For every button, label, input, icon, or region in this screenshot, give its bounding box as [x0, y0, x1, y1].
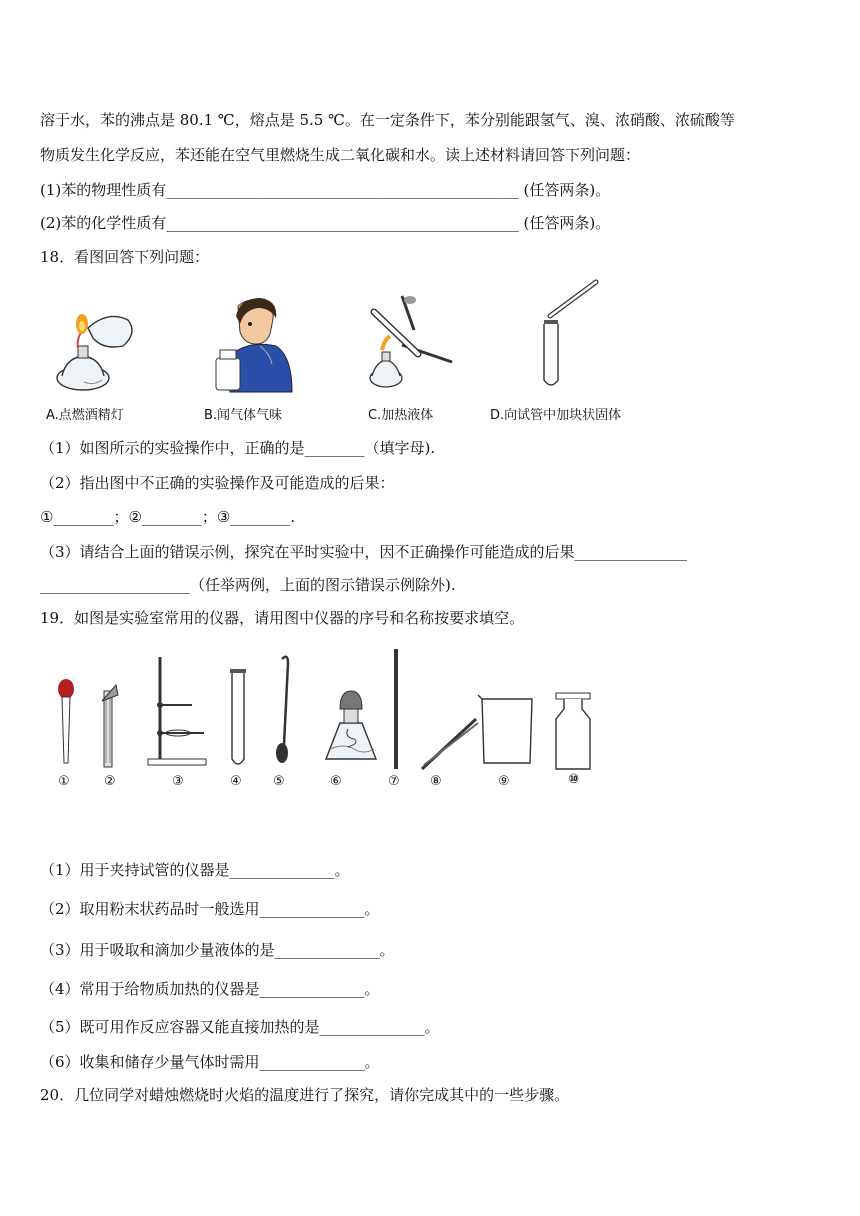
question-18-3: （3）请结合上面的错误示例，探究在平时实验中，因不正确操作可能造成的后果_______________: [40, 543, 688, 561]
question-18-2-blanks: ①________；②________；③________.: [40, 508, 296, 526]
dropper-icon: [58, 679, 74, 763]
caption-a: A.点燃酒精灯: [46, 408, 124, 423]
test-tube-icon: [230, 669, 246, 764]
question-19-4: （4）常用于给物质加热的仪器是______________。: [40, 980, 380, 998]
question-18-title: 18．看图回答下列问题：: [40, 248, 210, 266]
caption-d: D.向试管中加块状固体: [490, 408, 622, 423]
question-19-5: （5）既可用作反应容器又能直接加热的是______________。: [40, 1018, 440, 1036]
question-19-3: （3）用于吸取和滴加少量液体的是______________。: [40, 941, 395, 959]
instrument-label-8: ⑧: [430, 774, 442, 789]
caption-c: C.加热液体: [368, 408, 434, 423]
beaker-icon: [478, 695, 532, 763]
tweezers-icon: [422, 719, 478, 769]
heating-liquid-figure: [362, 290, 462, 395]
test-tube-solid-figure: [530, 276, 610, 394]
question-18-1: （1）如图所示的实验操作中，正确的是________（填字母).: [40, 439, 436, 457]
instrument-label-10: ⑩: [568, 772, 580, 787]
medicine-spoon-icon: [276, 657, 288, 763]
question-18-2: （2）指出图中不正确的实验操作及可能造成的后果：: [40, 474, 395, 492]
question-19-6: （6）收集和储存少量气体时需用______________。: [40, 1053, 380, 1071]
test-tube-holder-icon: [102, 685, 118, 767]
instrument-label-5: ⑤: [273, 774, 285, 789]
question-19-1: （1）用于夹持试管的仪器是______________。: [40, 861, 350, 879]
instrument-label-2: ②: [104, 774, 116, 789]
question-18-3-cont: ____________________（任举两例，上面的图示错误示例除外).: [40, 576, 456, 594]
gas-bottle-icon: [556, 693, 590, 769]
question-20-title: 20．几位同学对蜡烛燃烧时火焰的温度进行了探究，请你完成其中的一些步骤。: [40, 1086, 570, 1104]
iron-stand-icon: [148, 657, 206, 765]
caption-b: B.闻气体气味: [204, 408, 283, 423]
instrument-label-7: ⑦: [388, 774, 400, 789]
lab-instruments-figure: [44, 645, 624, 795]
smell-gas-figure: [210, 294, 300, 394]
instrument-label-6: ⑥: [330, 774, 342, 789]
question-19-title: 19．如图是实验室常用的仪器，请用图中仪器的序号和名称按要求填空。: [40, 609, 525, 627]
question-17-1: (1)苯的物理性质有_______________________________________________ (任答两条)。: [40, 181, 611, 199]
instrument-label-4: ④: [230, 774, 242, 789]
alcohol-lamp-icon: [326, 691, 376, 759]
instrument-label-1: ①: [58, 774, 70, 789]
alcohol-lamp-figure: [48, 298, 148, 398]
question-19-2: （2）取用粉末状药品时一般选用______________。: [40, 900, 380, 918]
instrument-label-3: ③: [172, 774, 184, 789]
instrument-label-9: ⑨: [498, 774, 510, 789]
paragraph-line-1: 溶于水，苯的沸点是 80.1 ℃，熔点是 5.5 ℃。在一定条件下，苯分别能跟氢气、溴、浓硝酸、浓硫酸等: [40, 111, 735, 129]
question-17-2: (2)苯的化学性质有_______________________________________________ (任答两条)。: [40, 214, 611, 232]
paragraph-line-2: 物质发生化学反应，苯还能在空气里燃烧生成二氧化碳和水。读上述材料请回答下列问题：: [40, 146, 641, 164]
